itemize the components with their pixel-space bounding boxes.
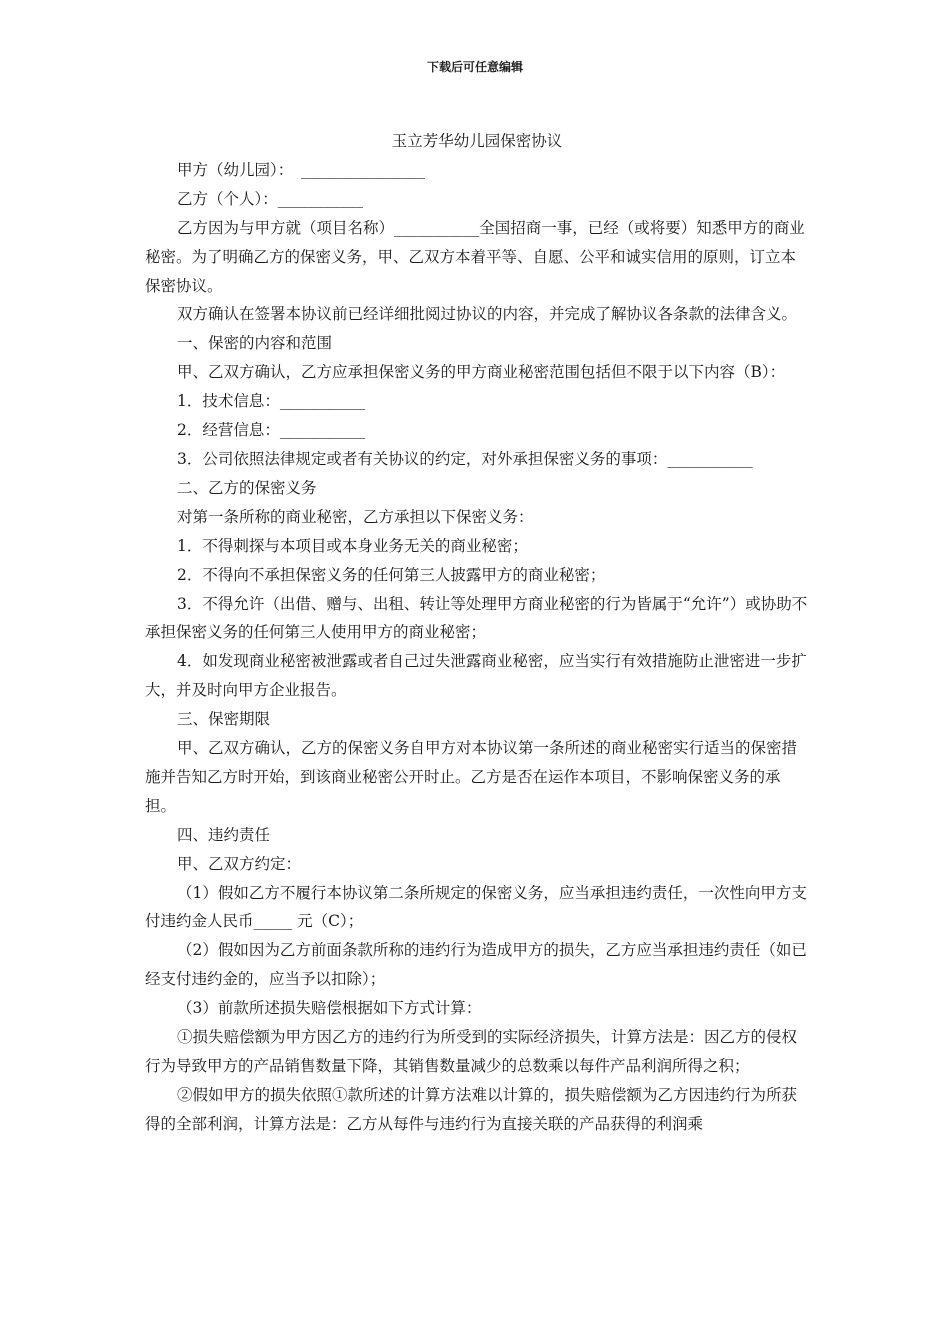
list-item: 4．如发现商业秘密被泄露或者自己过失泄露商业秘密，应当实行有效措施防止泄密进一步扩大，并及时向甲方企业报告。 [145, 652, 807, 700]
party-a-line: 甲方（幼儿园）： ________________ [177, 160, 426, 179]
list-item: 1．不得刺探与本项目或本身业务无关的商业秘密； [177, 536, 528, 555]
header-note: 下载后可任意编辑 [426, 60, 523, 74]
confirmation-paragraph: 双方确认在签署本协议前已经详细批阅过协议的内容，并完成了解协议各条款的法律含义。 [177, 305, 798, 324]
party-b-line: 乙方（个人）：___________ [177, 189, 364, 208]
list-item: 2．不得向不承担保密义务的任何第三人披露甲方的商业秘密； [177, 565, 606, 584]
section-heading-1: 一、保密的内容和范围 [177, 334, 333, 353]
list-item: ①损失赔偿额为甲方因乙方的违约行为所受到的实际经济损失，计算方法是：因乙方的侵权行为导致甲方的产品销售数量下降，其销售数量减少的总数乘以每件产品利润所得之积； [145, 1028, 798, 1075]
list-item: （3）前款所述损失赔偿根据如下方式计算： [177, 999, 482, 1018]
paragraph: 对第一条所称的商业秘密，乙方承担以下保密义务： [177, 507, 534, 526]
document-title: 玉立芳华幼儿园保密协议 [391, 132, 563, 150]
document-body [145, 127, 809, 1139]
list-item: ②假如甲方的损失依照①款所述的计算方法难以计算的，损失赔偿额为乙方因违约行为所获得的全部利润，计算方法是：乙方从每件与违约行为直接关联的产品获得的利润乘 [145, 1085, 798, 1133]
paragraph: 甲、乙双方确认，乙方的保密义务自甲方对本协议第一条所述的商业秘密实行适当的保密措施并告知乙方时开始，到该商业秘密公开时止。乙方是否在运作本项目，不影响保密义务的承担。 [145, 739, 798, 815]
paragraph: 甲、乙双方约定： [177, 854, 302, 873]
section-heading-2: 二、乙方的保密义务 [177, 478, 317, 497]
list-item: （1）假如乙方不履行本协议第二条所规定的保密义务，应当承担违约责任，一次性向甲方支付违约金人民币_____ 元（C）； [145, 883, 807, 931]
section-heading-4: 四、违约责任 [177, 825, 271, 844]
list-item: （2）假如因为乙方前面条款所称的违约行为造成甲方的损失，乙方应当承担违约责任（如已经支付违约金的，应当予以扣除）； [145, 941, 807, 989]
list-item: 3．不得允许（出借、赠与、出租、转让等处理甲方商业秘密的行为皆属于“允许”）或协助不承担保密义务的任何第三人使用甲方的商业秘密； [145, 594, 808, 642]
section-heading-3: 三、保密期限 [177, 710, 271, 729]
intro-paragraph: 乙方因为与甲方就（项目名称）___________全国招商一事，已经（或将要）知悉甲方的商业秘密。为了明确乙方的保密义务，甲、乙双方本着平等、自愿、公平和诚实信用的原则，订立本保密协议。 [145, 218, 805, 295]
list-item: 3．公司依照法律规定或者有关协议的约定，对外承担保密义务的事项：___________ [177, 449, 753, 468]
list-item: 1．技术信息：___________ [177, 392, 366, 411]
list-item: 2．经营信息：___________ [177, 421, 366, 440]
paragraph: 甲、乙双方确认，乙方应承担保密义务的甲方商业秘密范围包括但不限于以下内容（B）： [177, 363, 786, 382]
